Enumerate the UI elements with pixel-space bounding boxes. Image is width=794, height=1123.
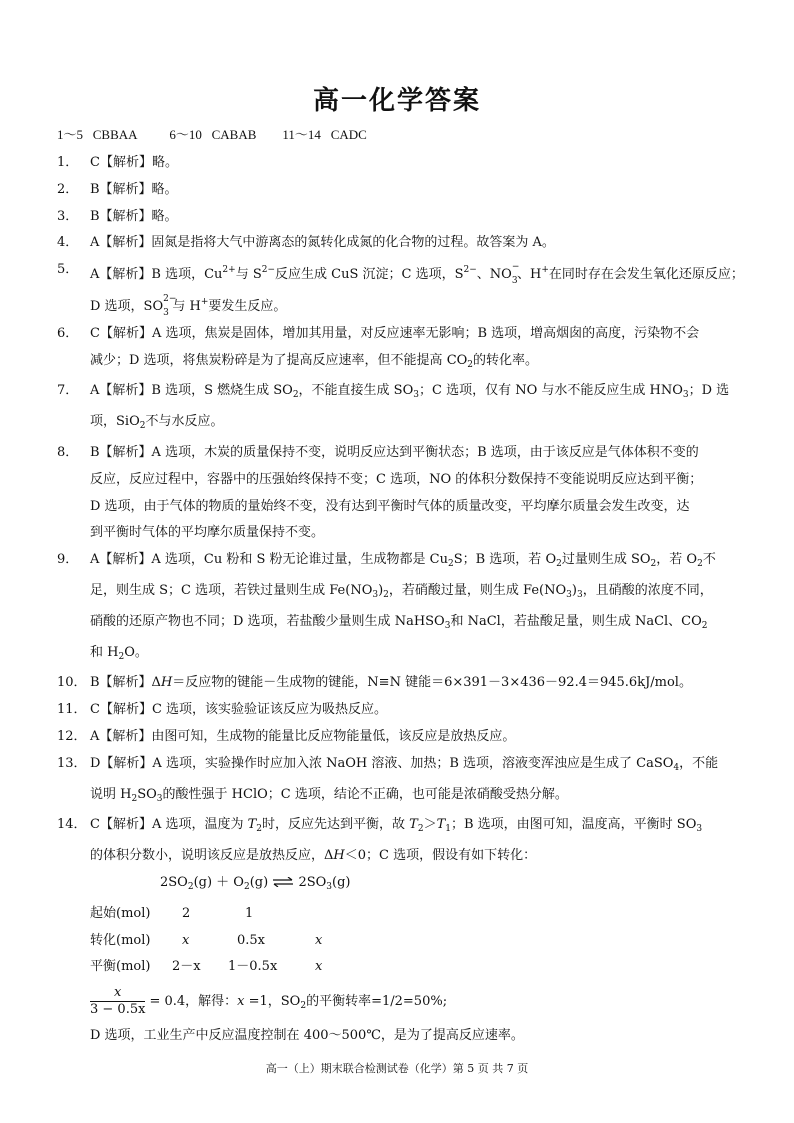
text-run: =1，SO — [244, 994, 301, 1010]
subscript: 2 — [131, 793, 138, 804]
item-line: 反应，反应过程中，容器中的压强始终保持不变；C 选项，NO 的体积分数保持不变能说明反应达到平衡； — [90, 471, 703, 487]
text-run: 过量则生成 SO — [561, 552, 651, 568]
text-run: ，若 O — [656, 552, 698, 568]
item-text: C【解析】略。 — [90, 155, 178, 170]
item-number: 1． — [57, 155, 79, 170]
reaction-equation — [90, 870, 747, 901]
variable: x — [237, 994, 245, 1010]
subscript: 3 — [413, 390, 419, 401]
subscript: 2 — [447, 559, 454, 570]
answer-item-8 — [57, 440, 747, 547]
row-label: 平衡(mol) — [90, 959, 151, 975]
cell: 2 — [182, 905, 191, 921]
answer-list — [57, 150, 747, 1050]
answer-item-9 — [57, 547, 747, 670]
item-text: A【解析】固氮是指将大气中游离态的氮转化成氮的化合物的过程。故答案为 A。 — [90, 235, 555, 251]
item-line: B【解析】A 选项，木炭的质量保持不变，说明反应达到平衡状态；B 选项，由于该反应是气体体积不变的 — [90, 444, 699, 460]
item-number: 13． — [57, 755, 87, 771]
numerator: x — [90, 985, 145, 1002]
subscript: 2 — [300, 1001, 307, 1012]
item-number: 5． — [57, 262, 79, 278]
text-run: 、NO — [476, 267, 512, 283]
group3-range: 11～14 — [282, 127, 321, 142]
answer-item-2 — [57, 177, 747, 204]
item-line — [90, 812, 747, 843]
text-run: O。 — [124, 644, 148, 660]
subscript: 2 — [383, 589, 389, 600]
text-run: 项，SiO — [90, 414, 140, 430]
answer-item-7 — [57, 378, 747, 440]
subscript: 2 — [701, 620, 708, 631]
cell: 1－0.5x — [228, 959, 278, 975]
item-line — [90, 640, 747, 671]
subscript: 3 — [444, 620, 451, 631]
item-number: 7． — [57, 383, 79, 399]
subscript: 3 — [566, 589, 572, 600]
text-run: 减少；D 选项，将焦炭粉碎是为了提高反应速率，但不能提高 CO — [90, 352, 468, 368]
page-title: 高一化学答案 — [312, 86, 481, 116]
text-run: A【解析】B 选项，S 燃烧生成 SO — [90, 383, 293, 399]
answer-summary — [57, 124, 367, 143]
text-run: 时，反应先达到平衡，故 — [262, 817, 410, 833]
enthalpy-symbol: H — [333, 848, 345, 864]
text-run: A【解析】A 选项，Cu 粉和 S 粉无论谁过量，生成物都是 Cu — [90, 552, 448, 568]
group3-answers: CADC — [330, 127, 367, 142]
item-number: 4． — [57, 235, 79, 251]
subscript: 3 — [511, 276, 518, 287]
subscript: 2 — [556, 559, 562, 570]
charge: 2− — [463, 265, 477, 276]
item-line — [90, 670, 747, 697]
item-line — [90, 289, 747, 321]
text-run: B【解析】Δ — [90, 675, 161, 691]
subscript: 2 — [467, 359, 474, 370]
item-line: D 选项，工业生产中反应温度控制在 400～500℃，是为了提高反应速率。 — [90, 1028, 524, 1044]
page-footer: 高一（上）期末联合检测试卷（化学）第 5 页 共 7 页 — [265, 1062, 529, 1075]
text-run: SO — [137, 786, 157, 802]
answer-item-14 — [57, 812, 747, 1050]
item-number: 8． — [57, 444, 79, 460]
item-line — [90, 578, 747, 609]
subscript: 3 — [576, 589, 583, 600]
text-run: 的平衡转率=1/2=50%; — [306, 994, 448, 1010]
text-run: ；B 选项，由图可知，温度高，平衡时 SO — [450, 817, 697, 833]
answer-item-5 — [57, 257, 747, 321]
answer-item-13 — [57, 751, 747, 813]
item-line — [90, 378, 747, 409]
item-line — [90, 348, 747, 379]
item-line — [90, 409, 747, 440]
fraction-line — [90, 985, 747, 1023]
charge: − — [511, 262, 520, 273]
subscript: 2 — [697, 559, 703, 570]
text-run: 和 NaCl，若盐酸足量，则生成 NaCl、CO — [450, 613, 702, 629]
text-run: 2SO — [160, 874, 188, 890]
text-run: ，不能 — [679, 755, 719, 771]
subscript: 2 — [650, 559, 657, 570]
answer-item-12 — [57, 724, 747, 751]
answer-item-3 — [57, 204, 747, 231]
text-run: S；B 选项，若 O — [453, 552, 557, 568]
row-label: 转化(mol) — [90, 932, 151, 948]
calc-row-initial — [90, 901, 747, 928]
text-run: ＞ — [423, 817, 437, 833]
item-number: 12． — [57, 728, 87, 744]
group1-range: 1～5 — [57, 127, 84, 142]
subscript: 1 — [445, 824, 451, 835]
group1-answers: CBBAA — [92, 127, 137, 142]
calc-row-change — [90, 928, 747, 955]
charge: 2− — [261, 265, 276, 276]
enthalpy-symbol: H — [160, 675, 173, 691]
answer-item-4 — [57, 230, 747, 257]
cell: 1 — [245, 905, 254, 921]
text-run: ，若硝酸过量，则生成 Fe(NO — [388, 582, 567, 598]
cell: 2－x — [172, 959, 201, 975]
fraction — [90, 985, 145, 1018]
subscript: 3 — [372, 589, 379, 600]
charge: 2− — [163, 293, 177, 304]
item-number: 14． — [57, 817, 87, 833]
text-run: (g) ＋ O — [193, 874, 244, 890]
item-number: 3． — [57, 208, 79, 224]
text-run: ，不能直接生成 SO — [298, 383, 414, 399]
item-line: D 选项，由于气体的物质的量始终不变，没有达到平衡时气体的质量改变，平均摩尔质量会发生改变，达 — [90, 498, 690, 514]
item-line — [90, 547, 747, 578]
group2-answers: CABAB — [211, 127, 257, 142]
item-line — [90, 609, 747, 640]
text-run: ＝反应物的键能－生成物的键能，N≡N 键能＝6×391－3×436－92.4＝945.6kJ/mol。 — [172, 675, 692, 691]
temperature-symbol: T — [247, 817, 257, 833]
cell: 0.5x — [237, 932, 266, 948]
text-run: ) — [571, 582, 577, 598]
item-number: 9． — [57, 552, 79, 568]
answer-item-6 — [57, 321, 747, 379]
text-run: ；D 选 — [688, 383, 730, 399]
item-number: 6． — [57, 325, 79, 341]
text-run: 足，则生成 S；C 选项，若铁过量则生成 Fe(NO — [90, 582, 373, 598]
subscript: 3 — [696, 824, 703, 835]
text-run: 说明 H — [90, 786, 132, 802]
text-run: 与 S — [235, 267, 262, 283]
cell: x — [315, 932, 323, 948]
text-run: 的转化率。 — [473, 352, 539, 368]
item-text: B【解析】略。 — [90, 181, 178, 197]
charge: + — [541, 265, 549, 276]
subscript: 3 — [163, 307, 169, 318]
subscript: 2 — [139, 421, 146, 432]
item-text: A【解析】由图可知，生成物的能量比反应物能量低，该反应是放热反应。 — [90, 728, 516, 744]
subscript: 3 — [156, 793, 163, 804]
text-run: 反应生成 CuS 沉淀；C 选项，S — [275, 267, 464, 283]
row-label: 起始(mol) — [90, 905, 151, 921]
subscript: 3 — [682, 390, 689, 401]
answer-item-11 — [57, 697, 747, 724]
text-run: ；C 选项，仅有 NO 与水不能反应生成 HNO — [418, 383, 683, 399]
answer-item-10 — [57, 670, 747, 697]
cell: x — [315, 959, 323, 975]
subscript: 2 — [256, 824, 263, 835]
subscript: 2 — [417, 824, 424, 835]
text-run: (g) — [249, 874, 269, 890]
subscript: 4 — [673, 762, 680, 773]
text-run: = 0.4，解得： — [149, 994, 238, 1010]
text-run: 不 — [702, 552, 716, 568]
subscript: 2 — [118, 651, 125, 662]
item-line — [90, 782, 747, 813]
subscript: 2 — [292, 390, 299, 401]
text-run: ＜0；C 选项，假设有如下转化： — [344, 848, 537, 864]
equilibrium-arrow-icon — [272, 877, 294, 887]
item-line — [90, 257, 747, 289]
text-run: 的体积分数小，说明该反应是放热反应，Δ — [90, 848, 334, 864]
subscript: 2 — [187, 881, 194, 892]
item-line — [90, 843, 747, 870]
item-number: 2． — [57, 181, 79, 197]
item-text: C【解析】C 选项，该实验验证该反应为吸热反应。 — [90, 702, 388, 718]
text-run: 、H — [516, 267, 542, 283]
text-run: ，且硝酸的浓度不同， — [582, 582, 713, 598]
text-run: 不与水反应。 — [145, 414, 224, 430]
text-run: 硝酸的还原产物也不同；D 选项，若盐酸少量则生成 NaHSO — [90, 613, 445, 629]
text-run: 在同时存在会发生氧化还原反应； — [548, 267, 744, 283]
text-run: ) — [378, 582, 384, 598]
text-run: 2SO — [298, 874, 327, 890]
denominator: 3 − 0.5x — [90, 1002, 146, 1018]
text-run: C【解析】A 选项，温度为 — [90, 817, 248, 833]
text-run: D 选项，SO — [90, 298, 164, 314]
item-number: 11． — [57, 702, 87, 718]
text-run: 和 H — [90, 644, 119, 660]
subscript: 2 — [243, 881, 250, 892]
text-run: (g) — [332, 874, 351, 890]
text-run: 的酸性强于 HClO；C 选项，结论不正确，也可能是浓硝酸受热分解。 — [162, 786, 568, 802]
text-run: D【解析】A 选项，实验操作时应加入浓 NaOH 溶液、加热；B 选项，溶液变浑浊应是生成了 CaSO — [90, 755, 674, 771]
text-run: 要发生反应。 — [208, 298, 287, 314]
item-text: B【解析】略。 — [90, 208, 178, 224]
item-number: 10． — [57, 675, 87, 691]
item-line — [90, 751, 747, 782]
calc-row-equilibrium — [90, 954, 747, 981]
charge: 2+ — [222, 265, 236, 276]
text-run: A【解析】B 选项，Cu — [90, 267, 223, 283]
cell: x — [182, 932, 190, 948]
subscript: 3 — [326, 881, 333, 892]
item-line: C【解析】A 选项，焦炭是固体，增加其用量，对反应速率无影响；B 选项，增高烟囱的高度，污染物不会 — [90, 325, 700, 341]
temperature-symbol: T — [436, 817, 446, 833]
item-line: 到平衡时气体的平均摩尔质量保持不变。 — [90, 525, 325, 541]
charge: + — [200, 296, 209, 307]
text-run: 与 H — [172, 298, 201, 314]
answer-item-1 — [57, 150, 747, 177]
temperature-symbol: T — [409, 817, 418, 833]
group2-range: 6～10 — [169, 127, 202, 142]
